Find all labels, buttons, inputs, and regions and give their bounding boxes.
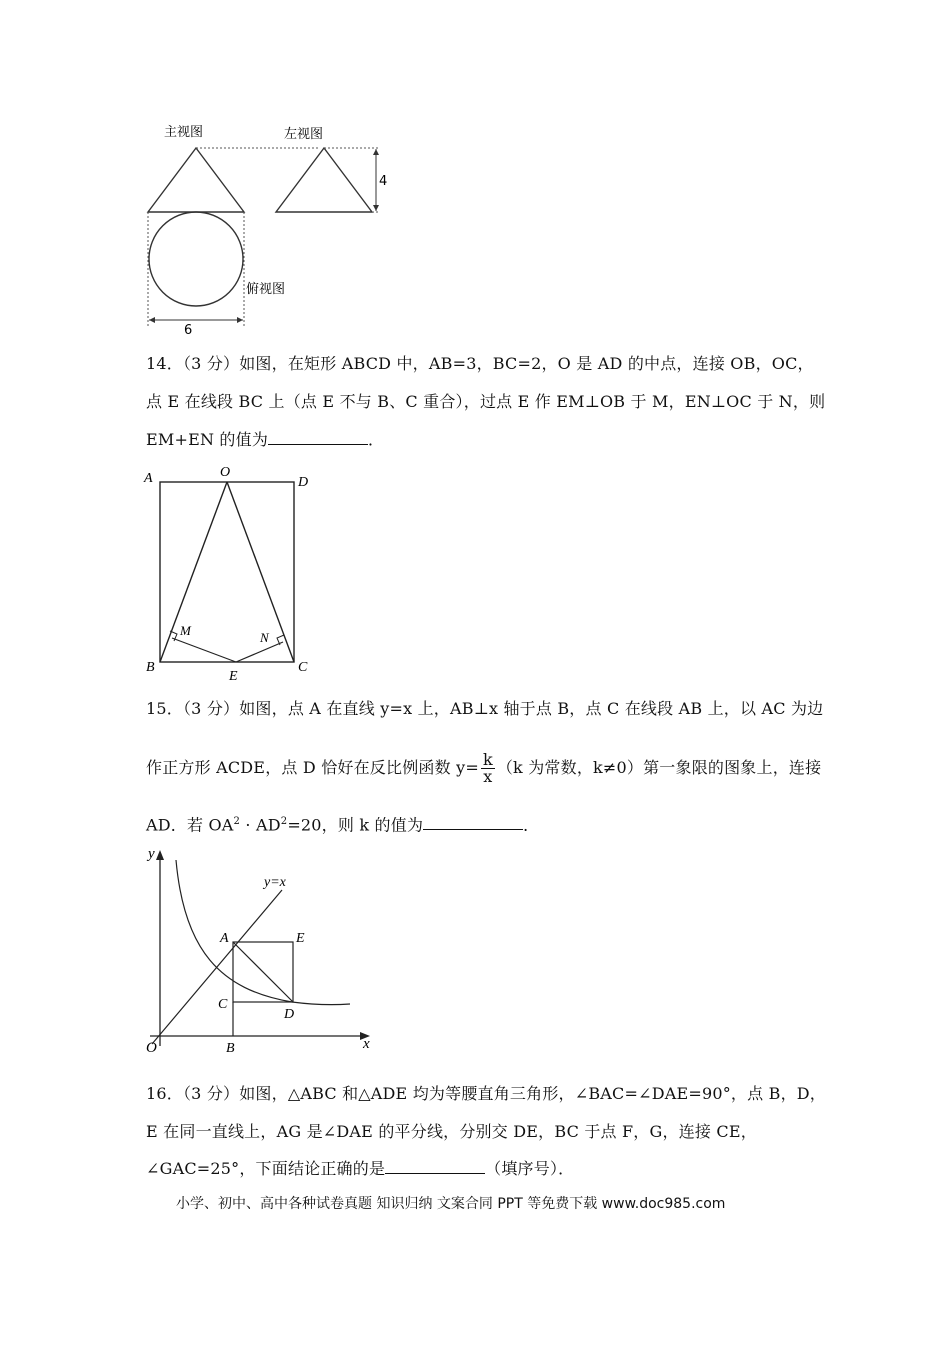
q14-question-text: EM+EN 的值为 (146, 430, 269, 449)
label-N: N (260, 630, 269, 645)
q15-line-2: 作正方形 ACDE，点 D 恰好在反比例函数 y= $\frac{k}{x}$ （k 为常数，k≠0）第一象限的图象上，连接 (146, 750, 822, 786)
q15-line-3: AD．若 $OA^2 \cdot AD^2=20$，则 k 的值为 ． (146, 815, 540, 835)
label-A: A (144, 471, 153, 486)
fraction-k-over-x: $\frac{k}{x}$ (482, 750, 493, 786)
q15-figure (140, 840, 380, 1060)
left-view-figure (270, 118, 390, 218)
q16-line-3: ∠GAC=25°，下面结论正确的是 （填序号）． (146, 1159, 575, 1178)
label-O: O (220, 465, 231, 480)
label-x-axis: x (363, 1036, 370, 1052)
q14-figure (140, 460, 320, 685)
label-B: B (226, 1041, 235, 1056)
label-B: B (146, 660, 155, 675)
label-C: C (218, 997, 228, 1012)
q14-line-1: 14．（3 分）如图，在矩形 ABCD 中，AB=3，BC=2，O 是 AD 的中点，连接 OB，OC， (146, 354, 814, 373)
label-D: D (284, 1007, 295, 1022)
q16-line-1: 16．（3 分）如图，△ABC 和△ADE 均为等腰直角三角形，∠BAC=∠DAE=90°，点 B，D， (146, 1084, 826, 1103)
left-view-label: 左视图 (284, 127, 324, 142)
q16-line-2: E 在同一直线上，AG 是∠DAE 的平分线，分别交 DE，BC 于点 F，G，连接 CE， (146, 1122, 757, 1141)
top-view-circle (149, 212, 243, 306)
front-view-triangle (148, 148, 244, 212)
label-O: O (146, 1040, 157, 1056)
width-dimension-label: 6 (184, 323, 193, 338)
label-C: C (298, 660, 308, 675)
q15-answer-blank[interactable] (423, 815, 523, 830)
label-A: A (220, 931, 229, 946)
page-footer: 小学、初中、高中各种试卷真题 知识归纳 文案合同 PPT 等免费下载 www.doc985.com (176, 1196, 726, 1212)
front-view-label: 主视图 (164, 125, 204, 140)
q15-line-1: 15．（3 分）如图，点 A 在直线 y=x 上，AB⊥x 轴于点 B，点 C 在线段 AB 上，以 AC 为边 (146, 699, 824, 718)
q14-answer-blank[interactable] (268, 430, 368, 445)
height-dimension-label: 4 (379, 174, 388, 189)
q16-answer-blank[interactable] (385, 1159, 485, 1174)
label-M: M (180, 623, 191, 638)
q14-line-2: 点 E 在线段 BC 上（点 E 不与 B、C 重合），过点 E 作 EM⊥OB 于 M，EN⊥OC 于 N，则 (146, 392, 826, 411)
left-view-triangle (276, 148, 372, 212)
hyperbola-curve (176, 860, 350, 1005)
label-line-yx: y=x (264, 875, 286, 890)
q14-line-3: EM+EN 的值为 ． (146, 430, 385, 449)
label-E: E (296, 931, 305, 946)
top-view-label: 俯视图 (246, 282, 286, 297)
label-E: E (229, 669, 238, 684)
label-D: D (298, 475, 309, 490)
label-y-axis: y (148, 846, 155, 862)
